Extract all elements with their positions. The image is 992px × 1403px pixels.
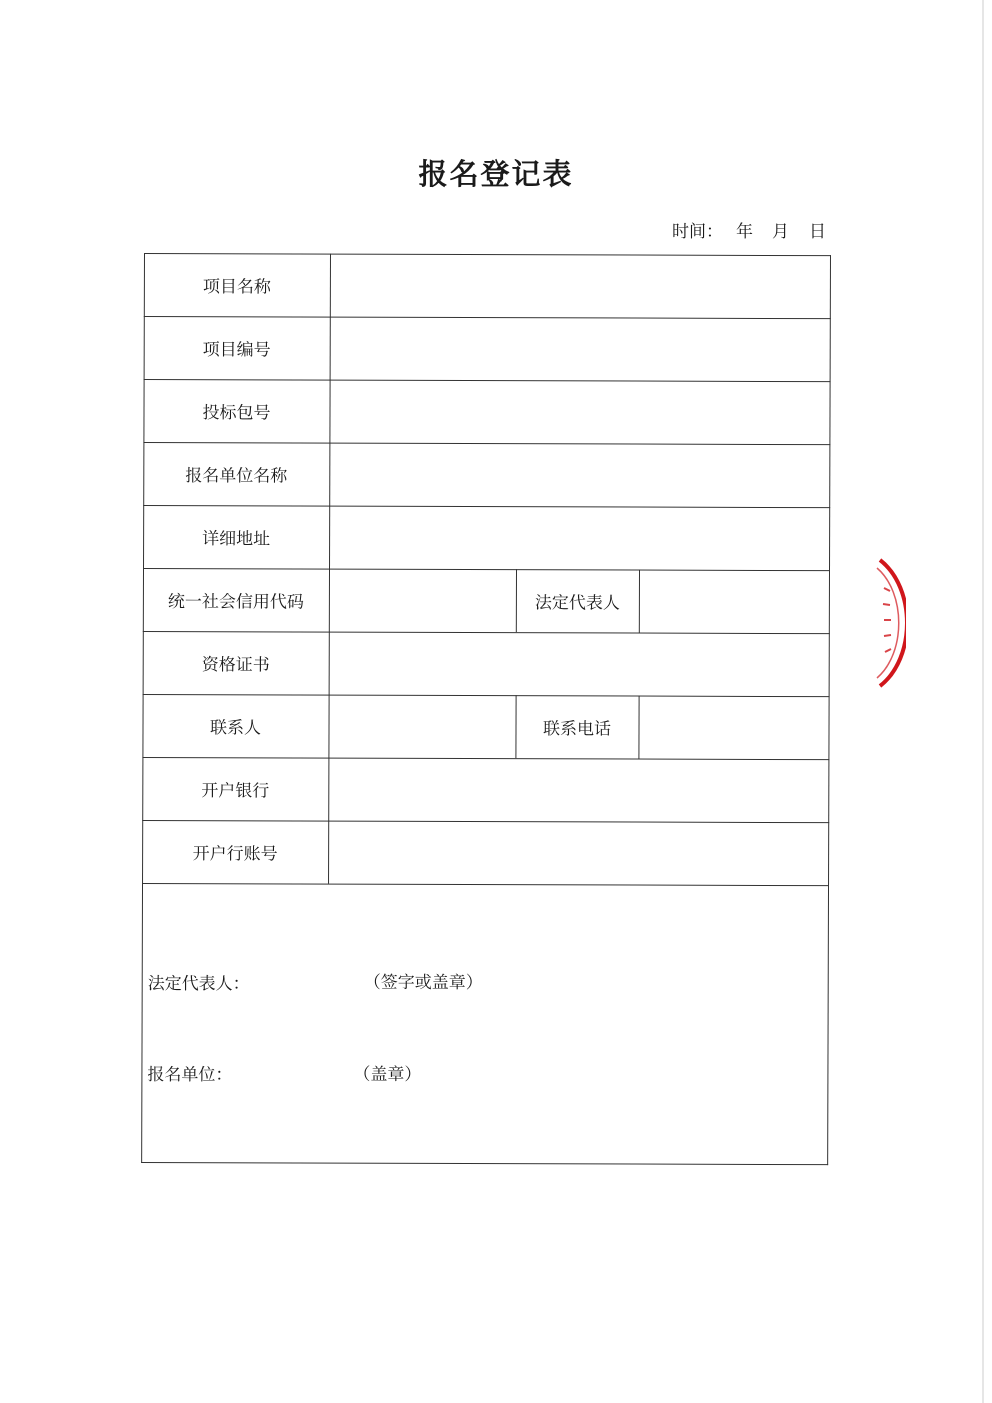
date-row <box>672 217 832 242</box>
form-title: 报名登记表 <box>418 157 574 191</box>
label-contact: 联系人 <box>209 718 262 739</box>
value-project-number[interactable] <box>330 317 830 382</box>
label-address: 详细地址 <box>202 529 271 550</box>
date-year-label: 年 <box>736 222 753 242</box>
label-bid-package: 投标包号 <box>202 403 271 424</box>
legal-rep-signature-label: 法定代表人： <box>147 974 250 995</box>
value-bank[interactable] <box>328 758 828 823</box>
legal-rep-signature-hint: （签字或盖章） <box>363 972 483 994</box>
table-border-bottom <box>141 1162 828 1165</box>
label-contact-phone: 联系电话 <box>542 719 612 740</box>
red-seal-icon <box>876 558 906 688</box>
label-bank: 开户银行 <box>201 781 270 802</box>
label-applicant-name: 报名单位名称 <box>185 466 288 487</box>
value-address[interactable] <box>329 506 829 571</box>
date-month-label: 月 <box>772 222 789 242</box>
value-bank-account[interactable] <box>328 821 828 886</box>
value-qualification[interactable] <box>329 632 829 697</box>
label-legal-rep: 法定代表人 <box>534 593 620 614</box>
date-label: 时间： <box>672 222 723 242</box>
registration-table <box>141 253 831 1165</box>
value-project-name[interactable] <box>330 254 830 319</box>
value-credit-code[interactable] <box>329 569 516 633</box>
page-edge <box>982 0 984 1403</box>
date-day-label: 日 <box>809 222 826 242</box>
value-legal-rep[interactable] <box>639 570 829 634</box>
label-credit-code: 统一社会信用代码 <box>167 592 304 613</box>
label-qualification: 资格证书 <box>201 655 270 676</box>
label-project-name: 项目名称 <box>202 277 271 298</box>
unit-seal-hint: （盖章） <box>353 1064 422 1085</box>
value-contact[interactable] <box>328 695 515 759</box>
value-contact-phone[interactable] <box>638 696 828 760</box>
label-project-number: 项目编号 <box>202 340 271 361</box>
value-applicant-name[interactable] <box>329 443 829 508</box>
label-bank-account: 开户行账号 <box>192 844 278 865</box>
value-bid-package[interactable] <box>329 380 829 445</box>
unit-seal-label: 报名单位： <box>147 1065 233 1086</box>
